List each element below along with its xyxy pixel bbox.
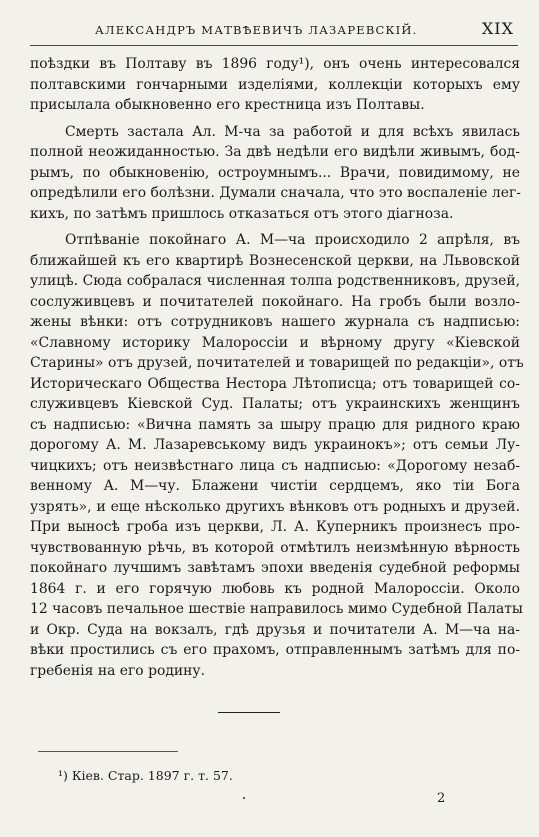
page-header [0, 0, 539, 44]
text-line: и Окр. Суда на вокзалъ, гдѣ друзья и почитатели А. М—ча на- [30, 621, 520, 638]
paragraph [30, 54, 520, 116]
text-line: «Славному историку Малороссіи и вѣрному другу «Кіевской [30, 334, 520, 351]
running-head: АЛЕКСАНДРЪ МАТВѢЕВИЧЪ ЛАЗАРЕВСКІЙ. [95, 23, 418, 37]
page-number: XIX [481, 19, 514, 38]
text-line: улицѣ. Сюда собралася численная толпа родственниковъ, друзей, [30, 273, 520, 289]
text-line: поѣздки въ Полтаву въ 1896 году¹), онъ очень интересовался [30, 56, 520, 72]
text-line: сослуживцевъ и почитателей покойнаго. На гробъ были возло- [30, 293, 520, 310]
text-line: Отпѣваніе покойнаго А. М—ча происходило 2 апрѣля, въ [65, 232, 520, 248]
text-line: 1864 г. и его горячую любовь къ родной Малороссіи. Около [30, 580, 520, 597]
signature-mark: 2 [437, 791, 446, 806]
text-line: Смерть застала Ал. М-ча за работой и для всѣхъ явилась [65, 123, 520, 140]
text-line: Историческаго Общества Нестора Лѣтописца; отъ товарищей со- [30, 375, 520, 392]
text-line: присылала обыкновенно его крестница изъ Полтавы. [30, 97, 425, 113]
text-line: чувствованную рѣчь, въ которой отмѣтилъ неизмѣнную вѣрность [30, 539, 520, 556]
text-line: Старины» отъ друзей, почитателей и товарищей по редакціи», отъ [30, 355, 524, 371]
text-line: гребенія на его родину. [30, 662, 205, 679]
text-line: покойнаго лучшимъ завѣтамъ эпохи введенія судебной реформы [30, 560, 520, 576]
text-line: полтавскими гончарными изделіями, коллекціи которыхъ ему [30, 76, 520, 93]
footnote: ¹) Кіев. Стар. 1897 г. т. 57. [58, 768, 233, 783]
paragraph [30, 230, 524, 681]
text-line: 12 часовъ печальное шествіе направилось мимо Судебной Палаты [30, 601, 523, 617]
text-line: кихъ, по затѣмъ пришлось отказаться отъ этого діагноза. [30, 205, 454, 222]
header-rule [30, 45, 518, 46]
text-line: опредѣлили его болѣзни. Думали сначала, что это воспаленіе лег- [30, 185, 521, 201]
text-line: съ надписью: «Вична память за шыру працю для ридного краю [30, 416, 520, 433]
body-text [30, 54, 524, 681]
text-line: узрять», и еще нѣсколько другихъ вѣнковъ отъ родныхъ и друзей. [30, 498, 520, 515]
text-line: чицкихъ; отъ неизвѣстнаго лица съ надписью: «Дорогому незаб- [30, 457, 520, 474]
text-line: полной неожиданностью. За двѣ недѣли его видѣли живымъ, бод- [30, 144, 520, 160]
text-line: рымъ, по обыкновенію, остроумнымъ... Врачи, повидимому, не [30, 164, 520, 181]
text-line: ближайшей къ его квартирѣ Вознесенской церкви, на Львовской [30, 252, 520, 269]
text-line: вѣки простились съ его прахомъ, отправленнымъ затѣмъ для по- [30, 642, 520, 658]
text-line: венному А. М—чу. Блажени чистіи сердцемъ, яко тіи Бога [30, 478, 520, 494]
text-line: служивцевъ Кіевской Суд. Палаты; отъ украинскихъ женщинъ [30, 396, 520, 412]
text-line: дорогому А. М. Лазаревському видъ украинокъ»; отъ семьи Лу- [30, 437, 520, 453]
text-line: жены вѣнки: отъ сотрудниковъ нашего журнала съ надписью: [30, 314, 520, 330]
end-of-text-rule [218, 712, 280, 713]
text-line: При выносѣ гроба изъ церкви, Л. А. Куперникъ произнесъ про- [30, 519, 520, 535]
paragraph [30, 122, 520, 225]
print-speck [243, 797, 245, 799]
footnote-separator [38, 751, 178, 752]
